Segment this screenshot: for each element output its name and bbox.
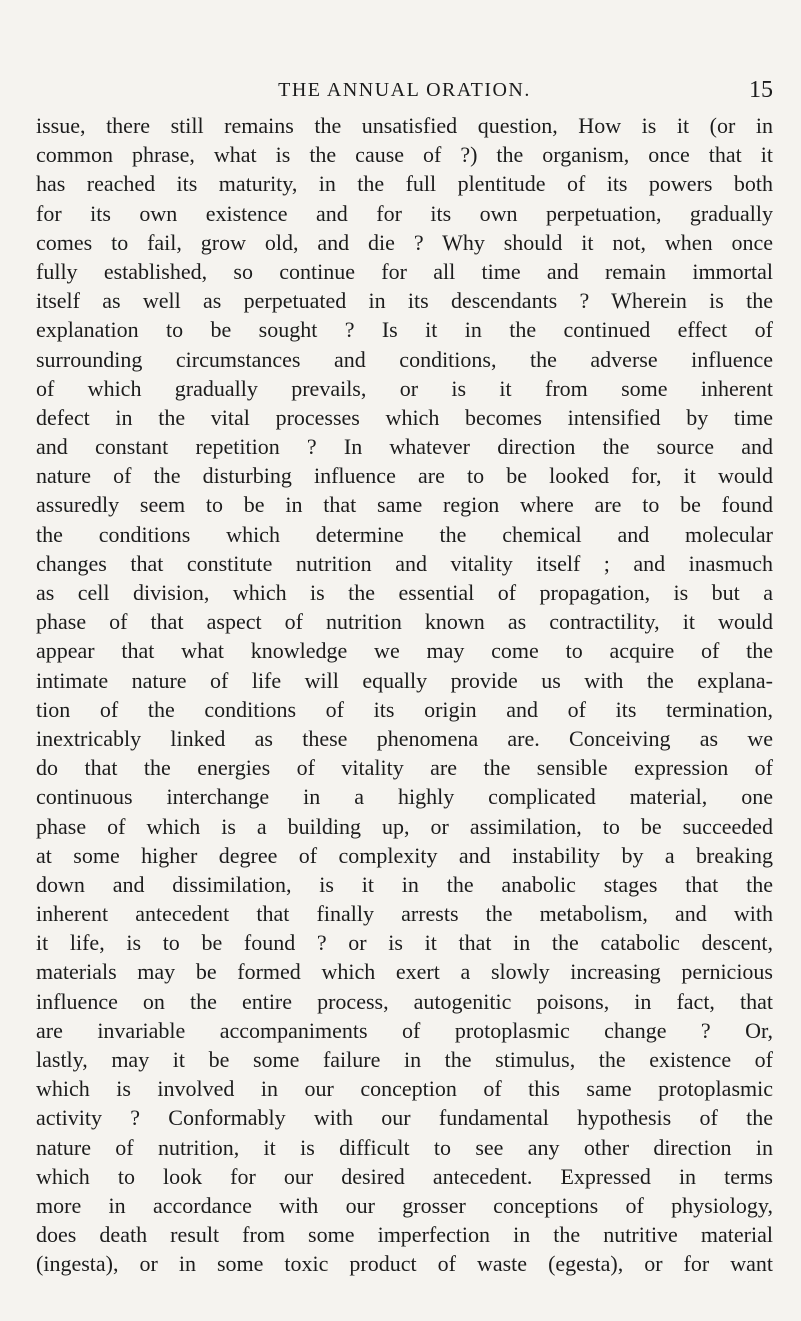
text-line: the conditions which determine the chemical and molecular: [36, 521, 773, 547]
text-line: it life, is to be found ? or is it that in the catabolic descent,: [36, 930, 773, 956]
text-line: at some higher degree of complexity and instability by a breaking: [36, 842, 773, 868]
text-line: phase of that aspect of nutrition known as contractility, it would: [36, 609, 773, 635]
text-line: has reached its maturity, in the full plentitude of its powers both: [36, 171, 773, 197]
text-line: comes to fail, grow old, and die ? Why should it not, when once: [36, 229, 773, 255]
text-line: of which gradually prevails, or is it from some inherent: [36, 375, 773, 401]
text-line: continuous interchange in a highly complicated material, one: [36, 784, 773, 810]
text-line: and constant repetition ? In whatever direction the source and: [36, 434, 773, 460]
text-line: changes that constitute nutrition and vitality itself ; and inasmuch: [36, 550, 773, 576]
text-line: assuredly seem to be in that same region where are to be found: [36, 492, 773, 518]
running-title: THE ANNUAL ORATION.: [278, 79, 531, 101]
text-line: more in accordance with our grosser conceptions of physiology,: [36, 1192, 773, 1218]
text-line: down and dissimilation, is it in the anabolic stages that the: [36, 871, 773, 897]
text-line: tion of the conditions of its origin and of its termination,: [36, 696, 773, 722]
text-line: nature of the disturbing influence are to be looked for, it would: [36, 463, 773, 489]
text-line: do that the energies of vitality are the sensible expression of: [36, 755, 773, 781]
page-number: 15: [749, 77, 773, 103]
text-line: which to look for our desired antecedent. Expressed in terms: [36, 1163, 773, 1189]
text-line: nature of nutrition, it is difficult to see any other direction in: [36, 1134, 773, 1160]
text-line: issue, there still remains the unsatisfied question, How is it (or in: [36, 113, 773, 138]
text-line: (ingesta), or in some toxic product of waste (egesta), or for want: [36, 1251, 773, 1277]
text-line: phase of which is a building up, or assimilation, to be succeeded: [36, 813, 773, 839]
text-line: itself as well as perpetuated in its descendants ? Wherein is the: [36, 288, 773, 314]
text-line: which is involved in our conception of this same protoplasmic: [36, 1076, 773, 1102]
text-line: explanation to be sought ? Is it in the continued effect of: [36, 317, 773, 343]
text-line: inextricably linked as these phenomena are. Conceiving as we: [36, 725, 773, 751]
text-line: lastly, may it be some failure in the stimulus, the existence of: [36, 1047, 773, 1072]
text-line: surrounding circumstances and conditions, the adverse influence: [36, 346, 773, 372]
text-line: inherent antecedent that finally arrests the metabolism, and with: [36, 901, 773, 927]
running-head: [36, 72, 773, 108]
text-line: materials may be formed which exert a slowly increasing pernicious: [36, 959, 773, 985]
text-line: does death result from some imperfection in the nutritive material: [36, 1222, 773, 1248]
body-text: [36, 111, 773, 1279]
text-line: activity ? Conformably with our fundamental hypothesis of the: [36, 1105, 773, 1131]
text-line: appear that what knowledge we may come to acquire of the: [36, 638, 773, 664]
text-line: common phrase, what is the cause of ?) the organism, once that it: [36, 142, 773, 168]
text-line: fully established, so continue for all time and remain immortal: [36, 258, 773, 284]
text-line: are invariable accompaniments of protoplasmic change ? Or,: [36, 1017, 773, 1043]
text-line: influence on the entire process, autogenitic poisons, in fact, that: [36, 988, 773, 1014]
text-line: for its own existence and for its own perpetuation, gradually: [36, 200, 773, 226]
text-line: defect in the vital processes which becomes intensified by time: [36, 404, 773, 430]
text-line: intimate nature of life will equally provide us with the explana-: [36, 667, 773, 693]
text-line: as cell division, which is the essential of propagation, is but a: [36, 580, 773, 605]
